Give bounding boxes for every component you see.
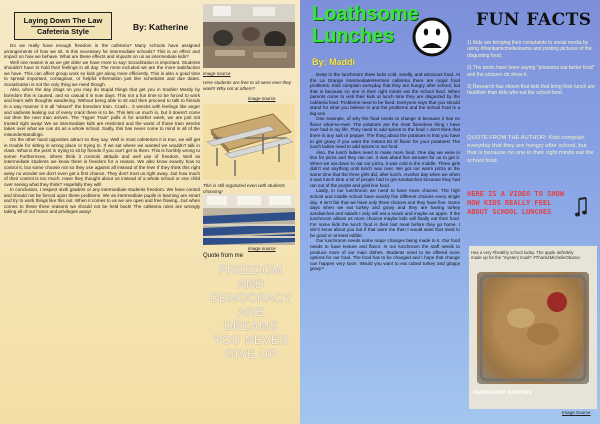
article-title: Laying Down The Law [23,16,103,25]
paragraph: Do we really have enough freedom in the cafeteria? Many schools have assigned arrangements of how we sit. Is this necessary for intermediate schools? This is an effect and impact on how we behave. What are these effects and impacts on us as intermediate kids? [4,43,200,60]
article-title [312,3,419,47]
video-heading: HERE IS A VIDEO TO SHOW HOW KIDS REALLY FEEL ABOUT SCHOOL LUNCHES [467,190,564,216]
photo-caption: Here students are free to sit were ever they want!! Why not at others? [203,80,292,91]
paragraph: In conclusion, I respect sixth graders or any intermediate students freedom. We have control and should not be forced upon these problems. We as intermediate pupils in learning are smart and try to work things like this out. When it comes to us we are open and free flowing...but when comes to these three reasons we should not be held back! The cafeteria rules are wrongly taking all of our honor and privileges away! [4,187,200,215]
video-title-overlay: loathsome lunches [473,389,532,396]
left-article-body [4,43,200,423]
paragraph: Deep in the lunchroom there lurks cold, smelly, and atrocious food. At the La Grange Intermediate/Hermes cafeteria there are major food problems. Kids complain everyday that they are hungry after school, but that is because no one in their right minds eat the school food. When parents come to visit their kids at lunch time they are disgusted by the cafeteria food. Problems need to be fixed. Everyone says that you should stand for what you believe in and the problems and the school food is a big one. [310,72,460,116]
video-player[interactable] [469,246,597,409]
fact-item: 1) Kids are bringing their complaints to social media by using #thankamichelleobama and posting pictures of the disgusting food. [467,40,592,59]
fun-facts-heading: FUN FACTS [476,10,592,30]
photo-caption: This is still organized even with students choosing! [203,183,285,194]
paragraph: Well one reason is as we get older we have more to say! Socialization is important. Students shouldn't have to hold their feelings in all day. The more included we are the more satisfaction we have. This can affect group work so kids get along more efficiently. This is also a good time to spread important, contagious, or helpful information just like schedules and due dates. Socialization is not the only thing we need though. [4,59,200,87]
image-source-link[interactable]: Image Source [562,410,591,415]
author-byline: By: Katherine [133,22,189,32]
lunch-tray-image [477,272,589,384]
article-subtitle: Cafeteria Style [31,26,95,36]
title-line: Loathsome [312,3,419,25]
fact-item: 3) Research has shown that kids that bring their lunch are healthier than kids who eat the school food. [467,84,595,97]
paragraph: One example, of why the food needs to change is because it has no flavor what-so-ever. The potatoes are the most flavorless thing I have ever had in my life. They need to add spices to the food. I don't think that there is any salt or pepper. The thing about the potatoes is that you have to get gravy if you want the instant bit of flavor for your potatoes! The lunch ladies need to add spices to our food. [310,116,460,150]
author-quote: QUOTE FROM THE AUTHOR: Kids complain everyday that they are hungry after school, but that is because no one in their right minds eat the school food. [467,135,594,164]
fun-facts-list [467,40,595,103]
paragraph: Our lunchroom needs some major changes being made to it. Our food needs to have texture and flavor. In our lunchroom the staff needs to produce more of our main dishes. Students need to be offered more options for our food. The food has to be changed and I hope that change can happen very soon. Would you want to eat cubed turkey and gloppy gravy? [310,238,460,272]
cafeteria-photo [203,4,295,68]
right-article-body [310,72,460,422]
frowning-face-icon [412,17,452,62]
author-quote-text: FREEDOM AND DEMOCRACY ARE DREAMS YOU NEVER GIVE UP [209,263,293,361]
cafeteria-table-photo [203,104,295,180]
video-post-text: Has a very #healthy school today. The apple definitely made up for the "mystery mush" #ThanksMichelleObama [471,250,580,260]
image-source-link[interactable]: image source [248,246,276,251]
paragraph: Lastly, in our lunchroom we need to have more choices. The high school and middle school have exactly five different choices every single day. It isn't fair that we have only three choices and they have five. Some days when we eat turkey and gravy and they are having turkey sandwiches and salads I only will eat a snack and maybe an apple. If the lunchroom allows us more choices maybe kids will finally eat their food. For some kids the lunch food is their last meal before they go home. I don't know about you but if that were me then I would want that meal to be good or at least edible. [310,188,460,238]
fact-item: 2) The posts have been saying "prisoners eat better food" and the pictures do show it. [467,65,595,78]
article-title-box [14,12,112,40]
image-source-link[interactable]: image source [203,71,231,76]
image-source-link[interactable]: image source [248,96,276,101]
music-note-icon [574,196,590,223]
title-line: Lunches [312,25,395,47]
paragraph: On the other hand opposites attract so they say. Well in most cafeteria's it is true, we will get in trouble for sitting in wrong place or trying to. If we sat where we wanted we wouldn't talk in class. What is the point in trying to sit by friends if you can't get to them. This is horribly wrong to some! Furthermore, others think it controls attitude and well use of freedom. Well as intermediate students we know there is freedom for a reason. We also know exactly how to control it, but some choose not so they use against all instead of the few! If they think this right away no wonder we don't even get a first chance. They don't trust us right away...but how much of their control is too much. Have they thought about us instead of a whole school or one child over seeing what they think? Hopefully they will! [4,137,200,187]
quote-label: Quote from me [203,253,244,259]
paragraph: Also, when the day drags on you may do stupid things that get you in trouble! Mostly by boredom this is caused, and so casual it is now days. This not a fun time to be forced to work and learn with thoughts wandering. Without being able to sit and then proceed to talk to friends in a way manner it is all "absurd" the boredom train. Crash... it wrecks with feelings like anger and sadness leaking out of every crack there is to be. This lets us much in, but it doesn't come out then the next train arrives. The "Hyper Train" pulls in for another week, we are just not trusted right away! We as intermediate kids are restricted and the worst of those train wrecks takes over what we can do as a whole school. Sadly, this has never come to mind in all of the misunderstandings. [4,87,200,137]
paragraph: Also, the lunch ladies need to make more food. One day we were in line for pizza and they ran out. It was about five minutes for us to get it. When we sat down to eat our pizza, it was cold in the middle. Three girls didn't eat anything until lunch was over. We got our warm pizza at the same time that the three girls did, after lunch. Another day when we when it was lunch time a lot of people had to get sandwiches because they had ran out of the purple and gold line food. [310,149,460,188]
cafeteria-hall-photo [203,194,295,245]
author-byline: By: Maddi [312,57,356,67]
